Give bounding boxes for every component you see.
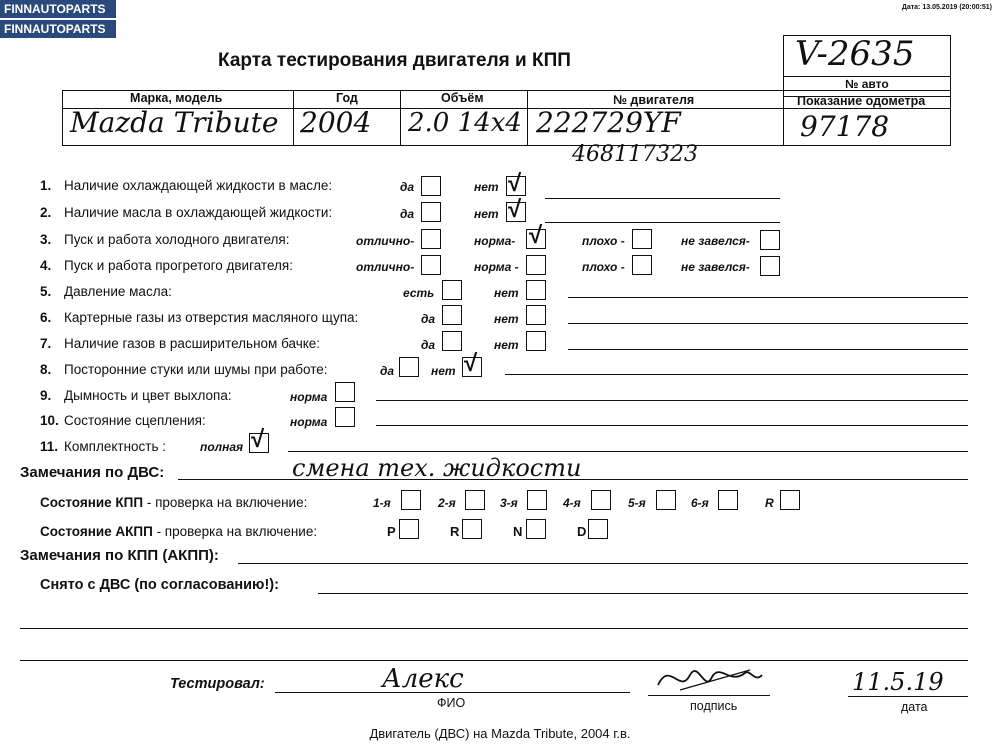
gear-label: 3-я xyxy=(500,496,518,510)
option-normal-label: норма xyxy=(290,415,328,429)
item-label: Дымность и цвет выхлопа: xyxy=(64,388,232,403)
checkbox-akpp-d[interactable] xyxy=(588,519,608,539)
item-number: 8. xyxy=(40,362,52,377)
checkbox-gear-1[interactable] xyxy=(401,490,421,510)
checkbox-gear-6[interactable] xyxy=(718,490,738,510)
kpp-state-suffix: - проверка на включение: xyxy=(143,495,308,510)
removed-label: Снято с ДВС (по согласованию!): xyxy=(40,577,279,593)
akpp-state-row xyxy=(40,524,317,539)
checkbox-gear-r[interactable] xyxy=(780,490,800,510)
option-normal-label: норма xyxy=(290,390,328,404)
signature-image xyxy=(650,655,765,700)
checkbox-item3-excellent[interactable] xyxy=(421,229,441,249)
item-number: 10. xyxy=(40,413,59,428)
checkbox-item3-bad[interactable] xyxy=(632,229,652,249)
tester-name: Алекс xyxy=(382,664,464,694)
option-yes-label: да xyxy=(400,180,415,194)
option-yes-label: да xyxy=(400,207,415,221)
checkbox-gear-3[interactable] xyxy=(527,490,547,510)
checkbox-item1-yes[interactable] xyxy=(421,176,441,196)
item-number: 1. xyxy=(40,178,52,193)
option-not-started-label: не завелся- xyxy=(681,260,750,274)
akpp-state-label: Состояние АКПП xyxy=(40,524,153,539)
item-number: 9. xyxy=(40,388,52,403)
option-no-label: нет xyxy=(494,286,519,300)
header-volume: Объём xyxy=(441,91,484,105)
watermark-logo: FINNAUTOPARTS xyxy=(0,0,116,18)
gear-label: 4-я xyxy=(563,496,581,510)
option-bad-label: плохо - xyxy=(582,260,625,274)
option-present-label: есть xyxy=(403,286,435,300)
option-yes-label: да xyxy=(380,364,395,378)
akpp-position-label: N xyxy=(513,524,523,539)
gear-label: 1-я xyxy=(373,496,391,510)
option-no-label: нет xyxy=(474,207,499,221)
checkbox-akpp-n[interactable] xyxy=(526,519,546,539)
item-label: Комплектность : xyxy=(64,439,167,454)
option-yes-label: да xyxy=(421,312,436,326)
option-excellent-label: отлично- xyxy=(356,260,415,274)
checkbox-item8-yes[interactable] xyxy=(399,357,419,377)
check-mark: √ xyxy=(508,170,522,197)
check-mark: √ xyxy=(464,350,478,377)
gear-label: R xyxy=(765,496,774,510)
checkbox-item7-yes[interactable] xyxy=(442,331,462,351)
akpp-position-label: P xyxy=(387,524,396,539)
gear-label: 6-я xyxy=(691,496,709,510)
engine-remarks-value: смена тех. жидкости xyxy=(292,454,582,482)
option-excellent-label: отлично- xyxy=(356,234,415,248)
item-label: Пуск и работа холодного двигателя: xyxy=(64,232,290,247)
option-no-label: нет xyxy=(494,338,519,352)
item-label: Пуск и работа прогретого двигателя: xyxy=(64,258,293,273)
gear-label: 2-я xyxy=(438,496,456,510)
date-stamp: Дата: 13.05.2019 (20:00:51) xyxy=(901,4,992,11)
engine-number-extra: 468117323 xyxy=(572,142,698,167)
page-title: Карта тестирования двигателя и КПП xyxy=(218,50,571,71)
kpp-remarks-label: Замечания по КПП (АКПП): xyxy=(20,547,219,564)
item-number: 3. xyxy=(40,232,52,247)
vehicle-number-label: № авто xyxy=(845,77,889,91)
header-engine-number: № двигателя xyxy=(613,93,695,107)
fio-label: ФИО xyxy=(437,696,466,710)
make-model-value: Mazda Tribute xyxy=(70,106,279,139)
item-number: 6. xyxy=(40,310,52,325)
option-normal-label: норма- xyxy=(474,234,516,248)
checkbox-item5-no[interactable] xyxy=(526,280,546,300)
checkbox-gear-2[interactable] xyxy=(465,490,485,510)
test-date: 11.5.19 xyxy=(852,668,944,696)
checkbox-item9-normal[interactable] xyxy=(335,382,355,402)
volume-value: 2.0 14x4 xyxy=(408,108,522,138)
option-full-label: полная xyxy=(200,440,244,454)
option-yes-label: да xyxy=(421,338,436,352)
checkbox-item6-no[interactable] xyxy=(526,305,546,325)
item-number: 4. xyxy=(40,258,52,273)
vehicle-number-value: V-2635 xyxy=(795,34,915,74)
item-label: Наличие газов в расширительном бачке: xyxy=(64,336,321,351)
checkbox-item10-normal[interactable] xyxy=(335,407,355,427)
item-label: Наличие охлаждающей жидкости в масле: xyxy=(64,178,333,193)
watermark-logo: FINNAUTOPARTS xyxy=(0,20,116,38)
item-number: 2. xyxy=(40,205,52,220)
odometer-value: 97178 xyxy=(800,110,890,143)
checkbox-item4-bad[interactable] xyxy=(632,255,652,275)
date-label: дата xyxy=(901,700,928,714)
header-make-model: Марка, модель xyxy=(130,91,223,105)
checkbox-akpp-p[interactable] xyxy=(399,519,419,539)
checkbox-item4-excellent[interactable] xyxy=(421,255,441,275)
checkbox-item5-present[interactable] xyxy=(442,280,462,300)
item-label: Картерные газы из отверстия масляного щупа: xyxy=(64,310,359,325)
checkbox-item6-yes[interactable] xyxy=(442,305,462,325)
option-bad-label: плохо - xyxy=(582,234,625,248)
signature-label: подпись xyxy=(690,699,738,713)
checkbox-item4-not-started[interactable] xyxy=(760,256,780,276)
engine-remarks-label: Замечания по ДВС: xyxy=(20,464,165,481)
item-number: 11. xyxy=(40,439,59,454)
kpp-state-label: Состояние КПП xyxy=(40,495,144,510)
akpp-position-label: R xyxy=(450,524,460,539)
akpp-state-suffix: - проверка на включение: xyxy=(152,524,318,539)
checkbox-gear-5[interactable] xyxy=(656,490,676,510)
image-caption: Двигатель (ДВС) на Mazda Tribute, 2004 г.в. xyxy=(369,726,631,741)
kpp-state-row xyxy=(40,495,307,510)
checkbox-item7-no[interactable] xyxy=(526,331,546,351)
option-no-label: нет xyxy=(474,180,499,194)
akpp-position-label: D xyxy=(577,524,587,539)
checkbox-akpp-r[interactable] xyxy=(462,519,482,539)
engine-number-value: 222729YF xyxy=(536,106,681,139)
header-year: Год xyxy=(336,91,358,105)
tested-by-label: Тестировал: xyxy=(170,676,265,692)
option-no-label: нет xyxy=(494,312,519,326)
item-number: 7. xyxy=(40,336,52,351)
checkbox-item4-normal[interactable] xyxy=(526,255,546,275)
item-label: Посторонние стуки или шумы при работе: xyxy=(64,362,328,377)
option-normal-label: норма - xyxy=(474,260,519,274)
header-odometer: Показание одометра xyxy=(797,94,926,108)
checkbox-item3-not-started[interactable] xyxy=(760,230,780,250)
item-number: 5. xyxy=(40,284,52,299)
checkbox-item2-yes[interactable] xyxy=(421,202,441,222)
check-mark: √ xyxy=(529,222,543,249)
checkbox-gear-4[interactable] xyxy=(591,490,611,510)
gear-label: 5-я xyxy=(628,496,646,510)
item-label: Состояние сцепления: xyxy=(64,413,206,428)
item-label: Давление масла: xyxy=(64,284,172,299)
year-value: 2004 xyxy=(300,106,372,139)
option-not-started-label: не завелся- xyxy=(681,234,750,248)
item-label: Наличие масла в охлаждающей жидкости: xyxy=(64,205,333,220)
option-no-label: нет xyxy=(431,364,456,378)
check-mark: √ xyxy=(508,196,522,223)
check-mark: √ xyxy=(251,426,265,453)
